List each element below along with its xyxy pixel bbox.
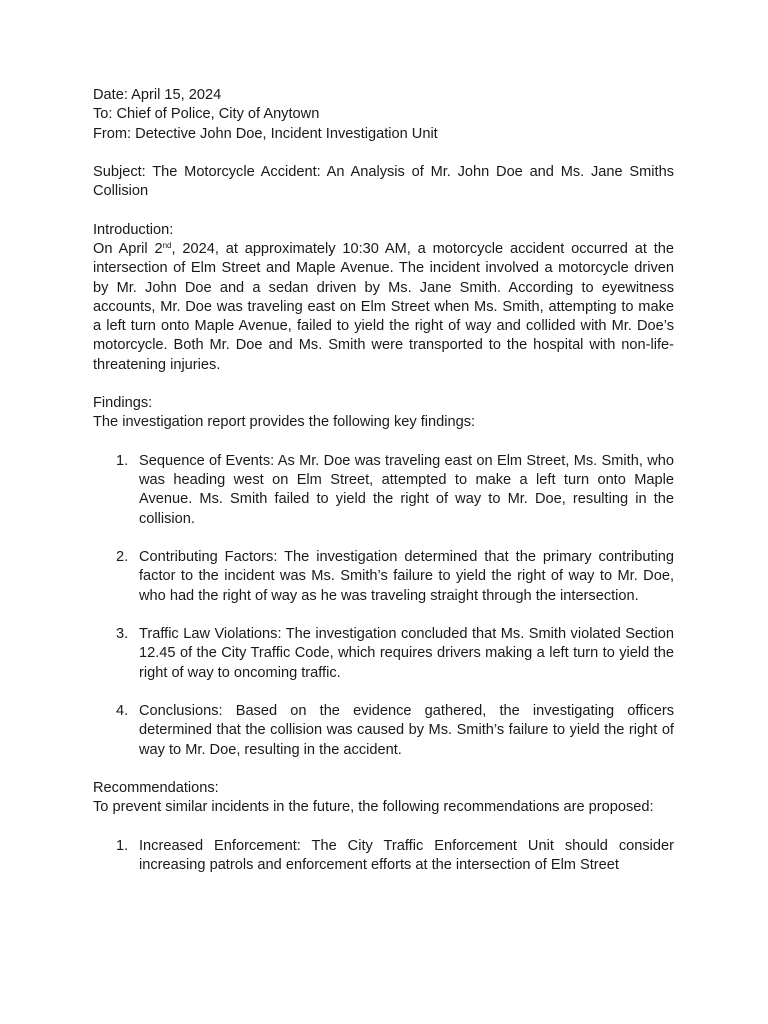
recommendations-list: [93, 837, 674, 876]
findings-intro: The investigation report provides the following key findings:: [93, 414, 476, 431]
memo-from: From: Detective John Doe, Incident Investigation Unit: [93, 125, 438, 142]
introduction-heading: Introduction:: [93, 221, 174, 238]
recommendations-item: [93, 837, 674, 876]
findings-item: [93, 452, 674, 529]
memo-to: To: Chief of Police, City of Anytown: [93, 106, 320, 123]
list-item-text: Increased Enforcement: The City Traffic Enforcement Unit should consider increasing patrols and enforcement efforts at the intersection of Elm Street: [139, 837, 674, 873]
list-item-text: Conclusions: Based on the evidence gathered, the investigating officers determined that the collision was caused by Ms. Smith’s failure to yield the right of way to Mr. Doe, resulting in the accident.: [139, 703, 674, 758]
findings-list: [93, 452, 674, 760]
list-item-text: Traffic Law Violations: The investigation concluded that Ms. Smith violated Section 12.45 of the City Traffic Code, which requires drivers making a left turn to yield the right of way to oncoming traffic.: [139, 626, 674, 681]
list-item-text: Sequence of Events: As Mr. Doe was traveling east on Elm Street, Ms. Smith, who was heading west on Elm Street, attempted to make a left turn onto Maple Avenue. Ms. Smith failed to yield the right of way to Mr. Doe, resulting in the collision.: [139, 452, 674, 527]
list-number: 4.: [116, 703, 129, 719]
introduction-text-start: On April 2: [93, 241, 163, 257]
findings-item: [93, 625, 674, 683]
introduction-paragraph: [93, 240, 674, 375]
introduction-text-rest: , 2024, at approximately 10:30 AM, a motorcycle accident occurred at the intersection of Elm Street and Maple Avenue. The incident involved a motorcycle driven by Mr. John Doe and a sedan driven by Ms. Jane Smith. According to eyewitness accounts, Mr. Doe was traveling east on Elm Street when Ms. Smith, attempting to make a left turn onto Maple Avenue, failed to yield the right of way and collided with Mr. Doe’s motorcycle. Both Mr. Doe and Ms. Smith were transported to the hospital with non-life-threatening injuries.: [93, 241, 674, 373]
ordinal-suffix: nd: [162, 241, 172, 250]
findings-heading: Findings:: [93, 395, 153, 411]
memo-date: Date: April 15, 2024: [93, 87, 222, 103]
recommendations-intro: To prevent similar incidents in the future, the following recommendations are proposed:: [93, 799, 654, 816]
memo-subject: Subject: The Motorcycle Accident: An Analysis of Mr. John Doe and Ms. Jane Smiths Collision: [93, 164, 674, 200]
findings-item: [93, 702, 674, 760]
list-number: 1.: [116, 837, 129, 854]
recommendations-heading: Recommendations:: [93, 780, 219, 796]
list-number: 3.: [116, 626, 129, 642]
document-page: [93, 86, 674, 875]
list-number: 2.: [116, 549, 129, 565]
findings-item: [93, 548, 674, 606]
list-item-text: Contributing Factors: The investigation determined that the primary contributing factor to the incident was Ms. Smith’s failure to yield the right of way to Mr. Doe, who had the right of way as he was traveling straight through the intersection.: [139, 549, 674, 604]
list-number: 1.: [116, 452, 129, 469]
